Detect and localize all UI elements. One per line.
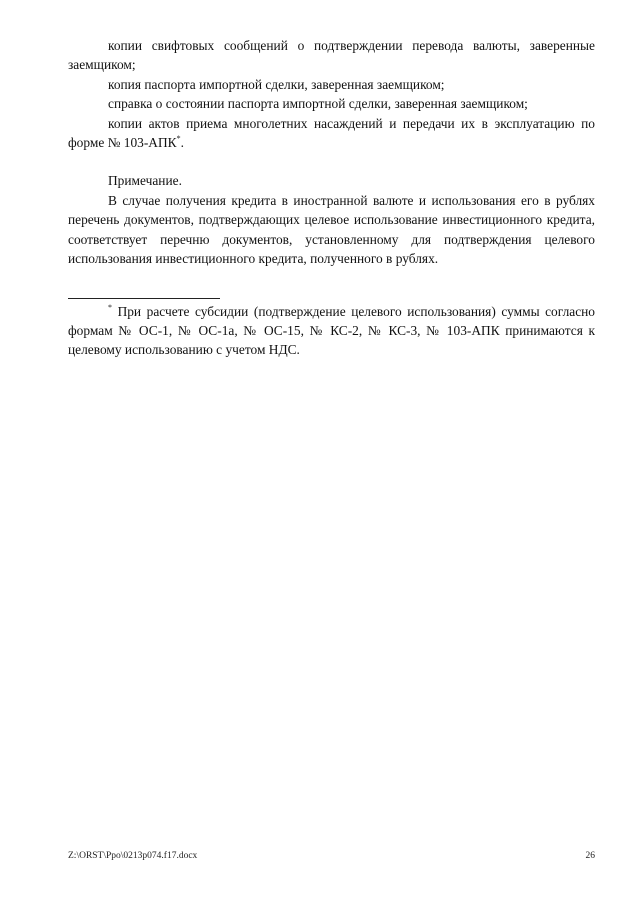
note-text: В случае получения кредита в иностранной валюте и использования его в рублях перечень документов, подтверждающих целевое использование инвестиционного кредита, соответствует перечню документов, установленному для подтверждения целевого использования инвестиционного кредита, полученного в рублях.: [68, 192, 595, 267]
footnote-text: При расчете субсидии (подтверждение целевого использования) суммы согласно формам № ОС-1, № ОС-1а, № ОС-15, № КС-2, № КС-3, № 103-АПК принимаются к целевому использованию с учетом НДС.: [68, 304, 595, 358]
footer-file-path: Z:\ORST\Ppo\0213p074.f17.docx: [68, 851, 198, 861]
list-item-end-punctuation: .: [180, 135, 184, 151]
footnote: [68, 302, 595, 359]
list-item-passport-status: справка о состоянии паспорта импортной сделки, заверенная заемщиком;: [108, 96, 528, 112]
footnote-reference: *: [176, 134, 181, 144]
note-title: Примечание.: [108, 173, 182, 189]
list-item-passport-copy: копия паспорта импортной сделки, заверенная заемщиком;: [108, 76, 445, 92]
list-item-acceptance-acts: [68, 114, 595, 153]
list-item-swift-copies: копии свифтовых сообщений о подтверждении перевода валюты, заверенные заемщиком;: [68, 38, 595, 73]
footnote-marker: *: [108, 303, 112, 313]
page-number: 26: [585, 851, 595, 861]
document-body: [68, 36, 595, 359]
list-item-acceptance-acts-text: копии актов приема многолетних насаждений и передачи их в эксплуатацию по форме № 103-АПК: [68, 115, 595, 151]
footnote-separator: [68, 298, 220, 299]
